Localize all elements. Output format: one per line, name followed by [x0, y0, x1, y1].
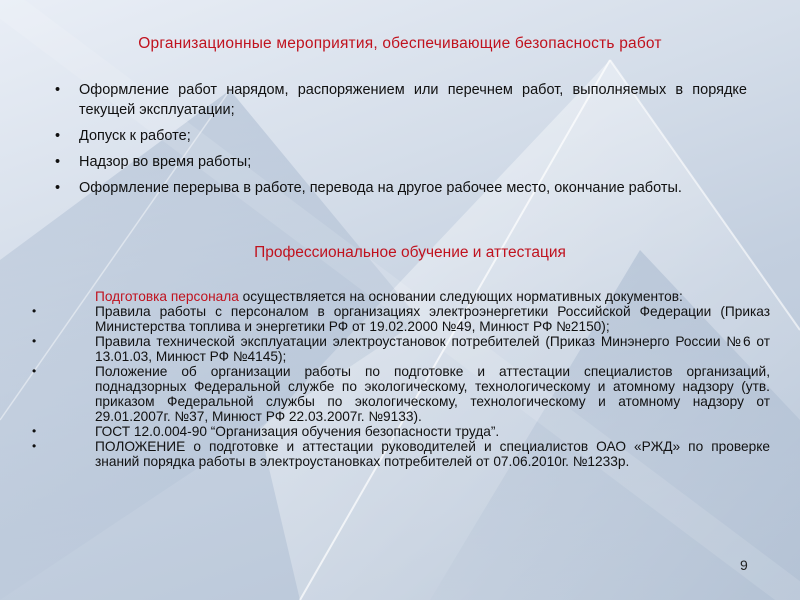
page-number: 9 [740, 557, 748, 573]
bullet-icon: • [55, 128, 61, 144]
list-item-text: Оформление работ нарядом, распоряжением или перечнем работ, выполняемых в порядке текущей эксплуатации; [79, 82, 747, 118]
list-item [55, 152, 747, 172]
list-item-text: Оформление перерыва в работе, перевода на другое рабочее место, окончание работы. [79, 180, 682, 196]
bullet-icon: • [32, 424, 37, 438]
list-item [55, 178, 747, 198]
document-item [32, 364, 770, 424]
document-item [32, 304, 770, 334]
list-item-text: Надзор во время работы; [79, 154, 252, 170]
documents-list [32, 304, 770, 469]
list-item [55, 80, 747, 120]
document-text: Правила работы с персоналом в организациях электроэнергетики Российской Федерации (Приказ Министерства топлива и энергетики РФ от 19.02.2000 №49, Минюст РФ №2150); [95, 304, 770, 334]
document-text: ГОСТ 12.0.004-90 “Организация обучения безопасности труда”. [95, 424, 500, 439]
intro-highlight: Подготовка персонала [95, 289, 239, 304]
list-item-text: Допуск к работе; [79, 128, 191, 144]
bullet-icon: • [32, 439, 37, 453]
document-text: Правила технической эксплуатации электроустановок потребителей (Приказ Минэнерго России №6 от 13.01.03, Минюст РФ №4145); [95, 334, 770, 364]
bullet-icon: • [32, 304, 37, 318]
document-text: ПОЛОЖЕНИЕ о подготовке и аттестации руководителей и специалистов ОАО «РЖД» по проверке знаний порядка работы в электроустановках потребителей от 07.06.2010г. №1233р. [95, 439, 770, 469]
document-text: Положение об организации работы по подготовке и аттестации специалистов организаций, поднадзорных Федеральной службе по экологическому, технологическому и атомному надзору (утв. приказом Федеральной службы по экологическому, технологическому и атомному надзору от 29.01.2007г. №37, Минюст РФ 22.03.2007г. №9133). [95, 364, 770, 424]
bullet-icon: • [55, 82, 61, 98]
document-item [32, 439, 770, 469]
slide-title: Организационные мероприятия, обеспечивающие безопасность работ [138, 35, 662, 52]
bullet-icon: • [55, 180, 61, 196]
document-item [32, 424, 770, 439]
bullet-icon: • [32, 364, 37, 378]
section-subtitle: Профессиональное обучение и аттестация [254, 244, 566, 261]
intro-paragraph [32, 289, 770, 304]
intro-text: осуществляется на основании следующих нормативных документов: [238, 289, 683, 304]
safety-measures-list [55, 80, 747, 204]
bullet-icon: • [55, 154, 61, 170]
document-item [32, 334, 770, 364]
bullet-icon: • [32, 334, 37, 348]
list-item [55, 126, 747, 146]
documents-section [32, 289, 770, 469]
